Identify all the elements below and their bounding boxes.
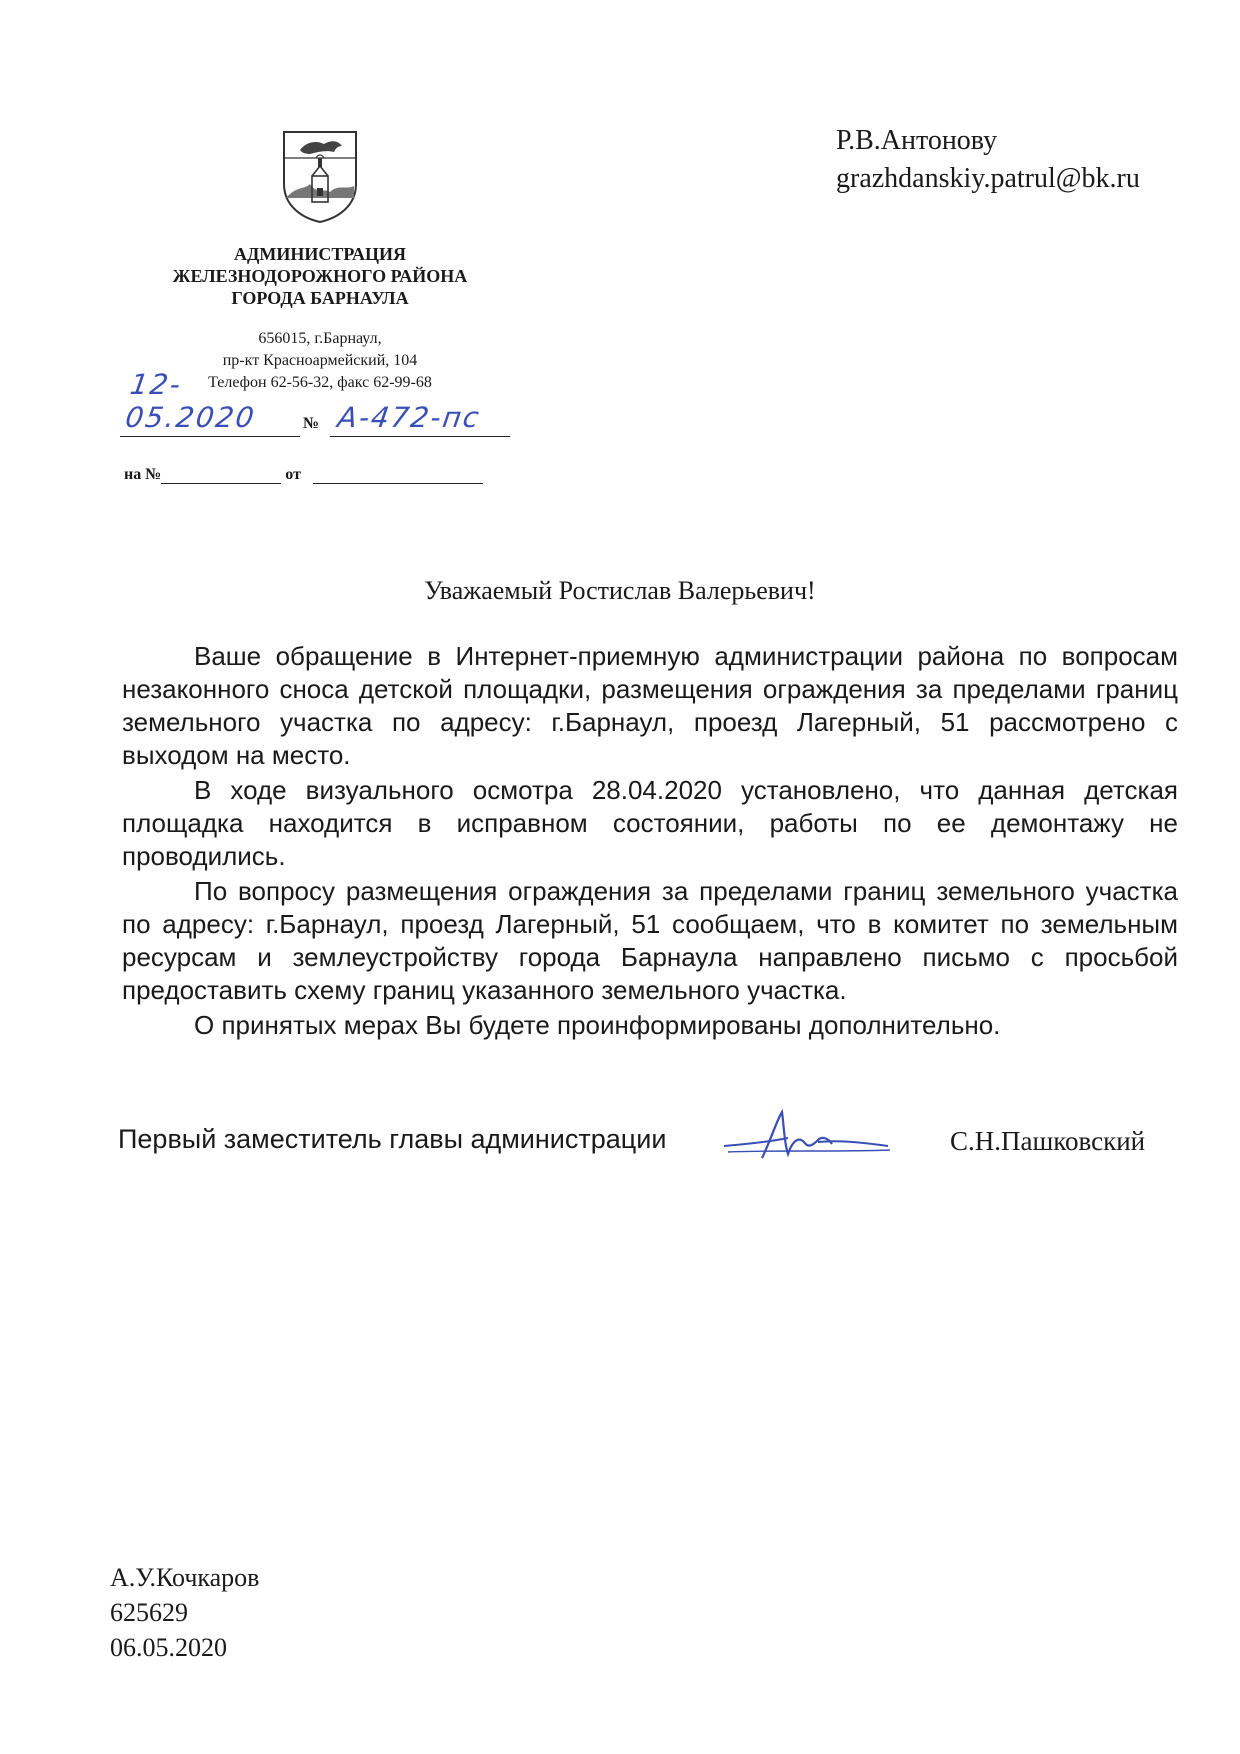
registration-number: А-472-пс <box>335 401 483 434</box>
performer-block <box>110 1560 259 1665</box>
org-line: АДМИНИСТРАЦИЯ <box>233 244 407 264</box>
registration-date-field <box>120 368 300 437</box>
handwritten-signature-icon <box>718 1102 898 1172</box>
coat-of-arms-emblem <box>280 128 360 224</box>
body-paragraph: Ваше обращение в Интернет-приемную администрации района по вопросам незаконного сноса детской площадки, размещения ограждения за пределами границ земельного участка по адресу: г.Барнаул, проезд Лагерный, 51 рассмотрено с выходом на место. <box>122 641 1178 770</box>
recipient-email: grazhdanskiy.patrul@bk.ru <box>836 163 1140 194</box>
recipient-block <box>836 122 1140 198</box>
performer-name: А.У.Кочкаров <box>110 1563 260 1592</box>
recipient-name: Р.В.Антонову <box>836 125 998 156</box>
signer-position: Первый заместитель главы администрации <box>118 1124 667 1154</box>
reference-from: от <box>285 466 301 483</box>
number-label: № <box>303 415 320 432</box>
letter-body <box>122 640 1178 1044</box>
registration-date: 12-05.2020 <box>123 368 258 434</box>
registration-number-field <box>330 400 510 437</box>
address-line: Телефон 62-56-32, факс 62-99-68 <box>208 374 432 391</box>
org-line: ЖЕЛЕЗНОДОРОЖНОГО РАЙОНА <box>172 266 468 286</box>
reference-line <box>124 466 483 484</box>
salutation: Уважаемый Ростислав Валерьевич! <box>424 576 816 605</box>
reference-number-blank <box>161 467 281 484</box>
address-line: пр-кт Красноармейский, 104 <box>222 352 418 369</box>
address-line: 656015, г.Барнаул, <box>258 330 382 347</box>
performer-date: 06.05.2020 <box>110 1633 227 1662</box>
body-paragraph: О принятых мерах Вы будете проинформированы дополнительно. <box>194 1010 1001 1040</box>
barnaul-coat-of-arms-icon <box>280 128 360 224</box>
reference-date-blank <box>313 467 483 484</box>
reference-prefix: на № <box>124 466 162 483</box>
signer-name: С.Н.Пашковский <box>950 1126 1146 1156</box>
performer-phone: 625629 <box>110 1598 188 1627</box>
organization-name <box>120 243 520 309</box>
org-line: ГОРОДА БАРНАУЛА <box>231 288 409 308</box>
body-paragraph: По вопросу размещения ограждения за пределами границ земельного участка по адресу: г.Барнаул, проезд Лагерный, 51 сообщаем, что в комитет по земельным ресурсам и землеустройству города Барнаула направлено письмо с просьбой предоставить схему границ указанного земельного участка. <box>122 876 1178 1005</box>
body-paragraph: В ходе визуального осмотра 28.04.2020 установлено, что данная детская площадка находится в исправном состоянии, работы по ее демонтажу не проводились. <box>122 775 1178 871</box>
